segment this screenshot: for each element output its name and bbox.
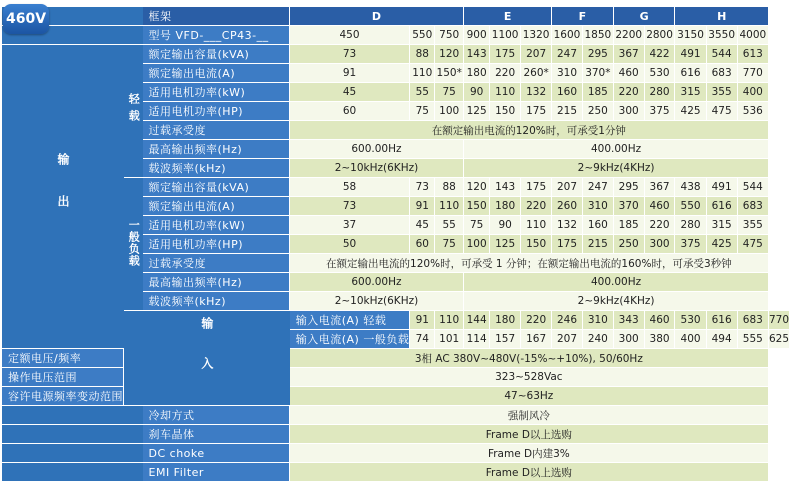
table-cell: 88 xyxy=(410,45,435,63)
table-cell: 220 xyxy=(614,83,645,101)
table-cell: 55 xyxy=(410,83,435,101)
table-cell: 75 xyxy=(435,83,464,101)
table-cell: 220 xyxy=(521,311,552,329)
light-max-freq-d: 600.00Hz xyxy=(290,140,464,158)
light-carrier-rest: 2~9kHz(4KHz) xyxy=(464,159,769,177)
table-cell: 460 xyxy=(614,64,645,82)
table-cell: 450 xyxy=(290,26,411,44)
table-cell: 220 xyxy=(521,197,552,215)
table-cell: 475 xyxy=(707,102,738,120)
table-row-dc-choke xyxy=(2,444,790,462)
output-group-label: 输出 xyxy=(2,45,124,348)
frame-d: D xyxy=(290,7,464,25)
voltage-badge: 460V xyxy=(3,4,49,34)
table-cell: 370 xyxy=(614,197,645,215)
row-label: 最高输出频率(Hz) xyxy=(143,273,290,291)
frame-h: H xyxy=(675,7,768,25)
table-row-frame xyxy=(2,7,790,25)
table-cell: 75 xyxy=(464,216,490,234)
table-cell: 770 xyxy=(738,64,769,82)
table-cell: 367 xyxy=(645,178,676,196)
cooling-value: 强制风冷 xyxy=(290,406,769,424)
table-cell: 73 xyxy=(290,45,411,63)
table-cell: 120 xyxy=(464,178,490,196)
row-label: 冷却方式 xyxy=(143,406,290,424)
table-cell: 625 xyxy=(769,330,790,348)
table-cell: 310 xyxy=(583,311,614,329)
operating-voltage-value: 323~528Vac xyxy=(290,368,769,386)
row-label: 额定输出容量(kVA) xyxy=(143,45,290,63)
table-cell: 370* xyxy=(583,64,614,82)
table-cell: 530 xyxy=(645,64,676,82)
table-cell: 100 xyxy=(435,102,464,120)
dc-choke-value: Frame D内建3% xyxy=(290,444,769,462)
table-row-operating-voltage xyxy=(2,368,790,386)
table-cell: 491 xyxy=(707,178,738,196)
table-row-brake xyxy=(2,425,790,443)
table-cell: 90 xyxy=(490,216,521,234)
row-label: 适用电机功率(HP) xyxy=(143,102,290,120)
normal-overload-value: 在额定输出电流的120%时，可承受 1 分钟；在额定输出电流的160%时，可承受3秒钟 xyxy=(290,254,769,272)
table-cell: 240 xyxy=(583,330,614,348)
table-cell: 530 xyxy=(675,311,706,329)
table-cell: 110 xyxy=(490,83,521,101)
table-cell: 544 xyxy=(707,45,738,63)
table-cell: 132 xyxy=(552,216,583,234)
table-cell: 150 xyxy=(464,197,490,215)
table-cell: 100 xyxy=(464,235,490,253)
normal-carrier-d: 2~10kHz(6KHz) xyxy=(290,292,464,310)
row-label: 刹车晶体 xyxy=(143,425,290,443)
light-carrier-d: 2~10kHz(6KHz) xyxy=(290,159,464,177)
row-label: 容许电源频率变动范围 xyxy=(2,387,124,405)
table-cell: 55 xyxy=(435,216,464,234)
table-row-cooling xyxy=(2,406,790,424)
table-cell: 150* xyxy=(435,64,464,82)
normal-max-freq-rest: 400.00Hz xyxy=(464,273,769,291)
row-label: 输入电流(A) 一般负载 xyxy=(290,330,411,348)
table-cell: 90 xyxy=(464,83,490,101)
table-cell: 300 xyxy=(645,235,676,253)
table-cell: 114 xyxy=(464,330,490,348)
table-cell: 375 xyxy=(645,102,676,120)
table-cell: 45 xyxy=(410,216,435,234)
row-label: 最高输出频率(Hz) xyxy=(143,140,290,158)
table-cell: 175 xyxy=(521,102,552,120)
input-group-label: 输入 xyxy=(124,311,290,405)
table-row-model xyxy=(2,26,790,44)
frame-f: F xyxy=(552,7,614,25)
table-cell: 425 xyxy=(675,102,706,120)
table-cell: 355 xyxy=(707,83,738,101)
row-label: 过载承受度 xyxy=(143,254,290,272)
table-cell: 2200 xyxy=(614,26,645,44)
table-row-emi-filter xyxy=(2,463,790,481)
table-cell: 91 xyxy=(290,64,411,82)
table-cell: 150 xyxy=(521,235,552,253)
table-cell: 900 xyxy=(464,26,490,44)
row-label: 操作电压范围 xyxy=(2,368,124,386)
row-label: 输入电流(A) 轻载 xyxy=(290,311,411,329)
table-cell: 550 xyxy=(410,26,435,44)
table-cell: 536 xyxy=(738,102,769,120)
table-cell: 1850 xyxy=(583,26,614,44)
table-cell: 143 xyxy=(490,178,521,196)
table-cell: 91 xyxy=(410,311,435,329)
frame-e: E xyxy=(464,7,552,25)
table-cell: 494 xyxy=(707,330,738,348)
table-cell: 220 xyxy=(645,216,676,234)
table-cell: 60 xyxy=(410,235,435,253)
table-cell: 167 xyxy=(521,330,552,348)
table-cell: 110 xyxy=(521,216,552,234)
normal-max-freq-d: 600.00Hz xyxy=(290,273,464,291)
table-cell: 246 xyxy=(552,311,583,329)
table-cell: 1600 xyxy=(552,26,583,44)
table-cell: 247 xyxy=(583,178,614,196)
table-cell: 45 xyxy=(290,83,411,101)
table-cell: 260 xyxy=(552,197,583,215)
table-cell: 125 xyxy=(490,235,521,253)
table-cell: 1320 xyxy=(521,26,552,44)
table-cell: 422 xyxy=(645,45,676,63)
table-cell: 616 xyxy=(675,64,706,82)
normal-carrier-rest: 2~9kHz(4KHz) xyxy=(464,292,769,310)
table-cell: 110 xyxy=(435,197,464,215)
spec-table xyxy=(2,6,790,482)
table-cell: 120 xyxy=(435,45,464,63)
row-label: 定额电压/频率 xyxy=(2,349,124,367)
table-cell: 355 xyxy=(738,216,769,234)
table-cell: 375 xyxy=(675,235,706,253)
table-cell: 220 xyxy=(490,64,521,82)
table-cell: 400 xyxy=(738,83,769,101)
table-cell: 613 xyxy=(738,45,769,63)
table-cell: 310 xyxy=(583,197,614,215)
table-cell: 215 xyxy=(583,235,614,253)
input-voltage-value: 3相 AC 380V~480V(-15%~+10%), 50/60Hz xyxy=(290,349,769,367)
table-cell: 144 xyxy=(464,311,490,329)
table-cell: 125 xyxy=(464,102,490,120)
table-cell: 250 xyxy=(614,235,645,253)
table-cell: 185 xyxy=(583,83,614,101)
table-cell: 250 xyxy=(583,102,614,120)
table-cell: 207 xyxy=(521,45,552,63)
table-cell: 175 xyxy=(552,235,583,253)
table-cell: 175 xyxy=(490,45,521,63)
table-cell: 460 xyxy=(645,311,676,329)
table-cell: 37 xyxy=(290,216,411,234)
table-cell: 300 xyxy=(614,330,645,348)
table-row-light-capacity xyxy=(2,45,790,63)
table-row-frequency-range xyxy=(2,387,790,405)
table-cell: 295 xyxy=(583,45,614,63)
table-cell: 460 xyxy=(645,197,676,215)
row-label: 过载承受度 xyxy=(143,121,290,139)
table-cell: 75 xyxy=(435,235,464,253)
emi-filter-value: Frame D以上选购 xyxy=(290,463,769,481)
table-cell: 207 xyxy=(552,330,583,348)
table-cell: 143 xyxy=(464,45,490,63)
table-cell: 343 xyxy=(614,311,645,329)
table-cell: 280 xyxy=(675,216,706,234)
row-label: 载波频率(kHz) xyxy=(143,292,290,310)
table-cell: 310 xyxy=(552,64,583,82)
row-label: 型号 VFD-___CP43-__ xyxy=(143,26,290,44)
table-cell: 4000 xyxy=(738,26,769,44)
light-load-group-label: 轻载 xyxy=(124,45,143,177)
table-cell: 616 xyxy=(707,311,738,329)
table-cell: 315 xyxy=(675,83,706,101)
table-cell: 157 xyxy=(490,330,521,348)
table-cell: 110 xyxy=(435,311,464,329)
table-cell: 3150 xyxy=(675,26,706,44)
row-label: EMI Filter xyxy=(143,463,290,481)
table-cell: 315 xyxy=(707,216,738,234)
table-cell: 750 xyxy=(435,26,464,44)
table-cell: 101 xyxy=(435,330,464,348)
table-cell: 683 xyxy=(738,197,769,215)
light-max-freq-rest: 400.00Hz xyxy=(464,140,769,158)
table-cell: 247 xyxy=(552,45,583,63)
table-cell: 683 xyxy=(707,64,738,82)
table-cell: 60 xyxy=(290,102,411,120)
row-label: 适用电机功率(kW) xyxy=(143,83,290,101)
brake-value: Frame D以上选购 xyxy=(290,425,769,443)
table-cell: 475 xyxy=(738,235,769,253)
table-cell: 215 xyxy=(552,102,583,120)
row-label: DC choke xyxy=(143,444,290,462)
table-cell: 555 xyxy=(738,330,769,348)
table-cell: 132 xyxy=(521,83,552,101)
table-cell: 2800 xyxy=(645,26,676,44)
table-cell: 160 xyxy=(552,83,583,101)
table-cell: 185 xyxy=(614,216,645,234)
table-cell: 160 xyxy=(583,216,614,234)
row-label: 额定输出容量(kVA) xyxy=(143,178,290,196)
table-cell: 438 xyxy=(675,178,706,196)
table-cell: 295 xyxy=(614,178,645,196)
table-cell: 74 xyxy=(410,330,435,348)
frame-g: G xyxy=(614,7,676,25)
table-cell: 770 xyxy=(769,311,790,329)
table-cell: 75 xyxy=(410,102,435,120)
light-overload-value: 在额定输出电流的120%时，可承受1分钟 xyxy=(290,121,769,139)
table-cell: 367 xyxy=(614,45,645,63)
table-cell: 1100 xyxy=(490,26,521,44)
row-label: 框架 xyxy=(143,7,290,25)
row-label: 额定输出电流(A) xyxy=(143,197,290,215)
table-cell: 175 xyxy=(521,178,552,196)
table-cell: 50 xyxy=(290,235,411,253)
table-cell: 88 xyxy=(435,178,464,196)
table-cell: 180 xyxy=(490,197,521,215)
table-cell: 425 xyxy=(707,235,738,253)
table-cell: 110 xyxy=(410,64,435,82)
table-cell: 91 xyxy=(410,197,435,215)
table-cell: 400 xyxy=(675,330,706,348)
table-cell: 300 xyxy=(614,102,645,120)
table-cell: 616 xyxy=(707,197,738,215)
table-cell: 683 xyxy=(738,311,769,329)
table-cell: 380 xyxy=(645,330,676,348)
table-cell: 180 xyxy=(464,64,490,82)
row-label: 额定输出电流(A) xyxy=(143,64,290,82)
table-cell: 544 xyxy=(738,178,769,196)
normal-load-group-label: 一般负载 xyxy=(124,178,143,310)
table-cell: 207 xyxy=(552,178,583,196)
row-label: 适用电机功率(kW) xyxy=(143,216,290,234)
table-cell: 73 xyxy=(290,197,411,215)
table-cell: 73 xyxy=(410,178,435,196)
table-cell: 550 xyxy=(675,197,706,215)
table-cell: 180 xyxy=(490,311,521,329)
table-cell: 3550 xyxy=(707,26,738,44)
row-label: 载波频率(kHz) xyxy=(143,159,290,177)
row-label: 适用电机功率(HP) xyxy=(143,235,290,253)
table-cell: 58 xyxy=(290,178,411,196)
table-cell: 150 xyxy=(490,102,521,120)
table-row-input-voltage xyxy=(2,349,790,367)
table-cell: 280 xyxy=(645,83,676,101)
table-cell: 260* xyxy=(521,64,552,82)
table-cell: 491 xyxy=(675,45,706,63)
frequency-range-value: 47~63Hz xyxy=(290,387,769,405)
